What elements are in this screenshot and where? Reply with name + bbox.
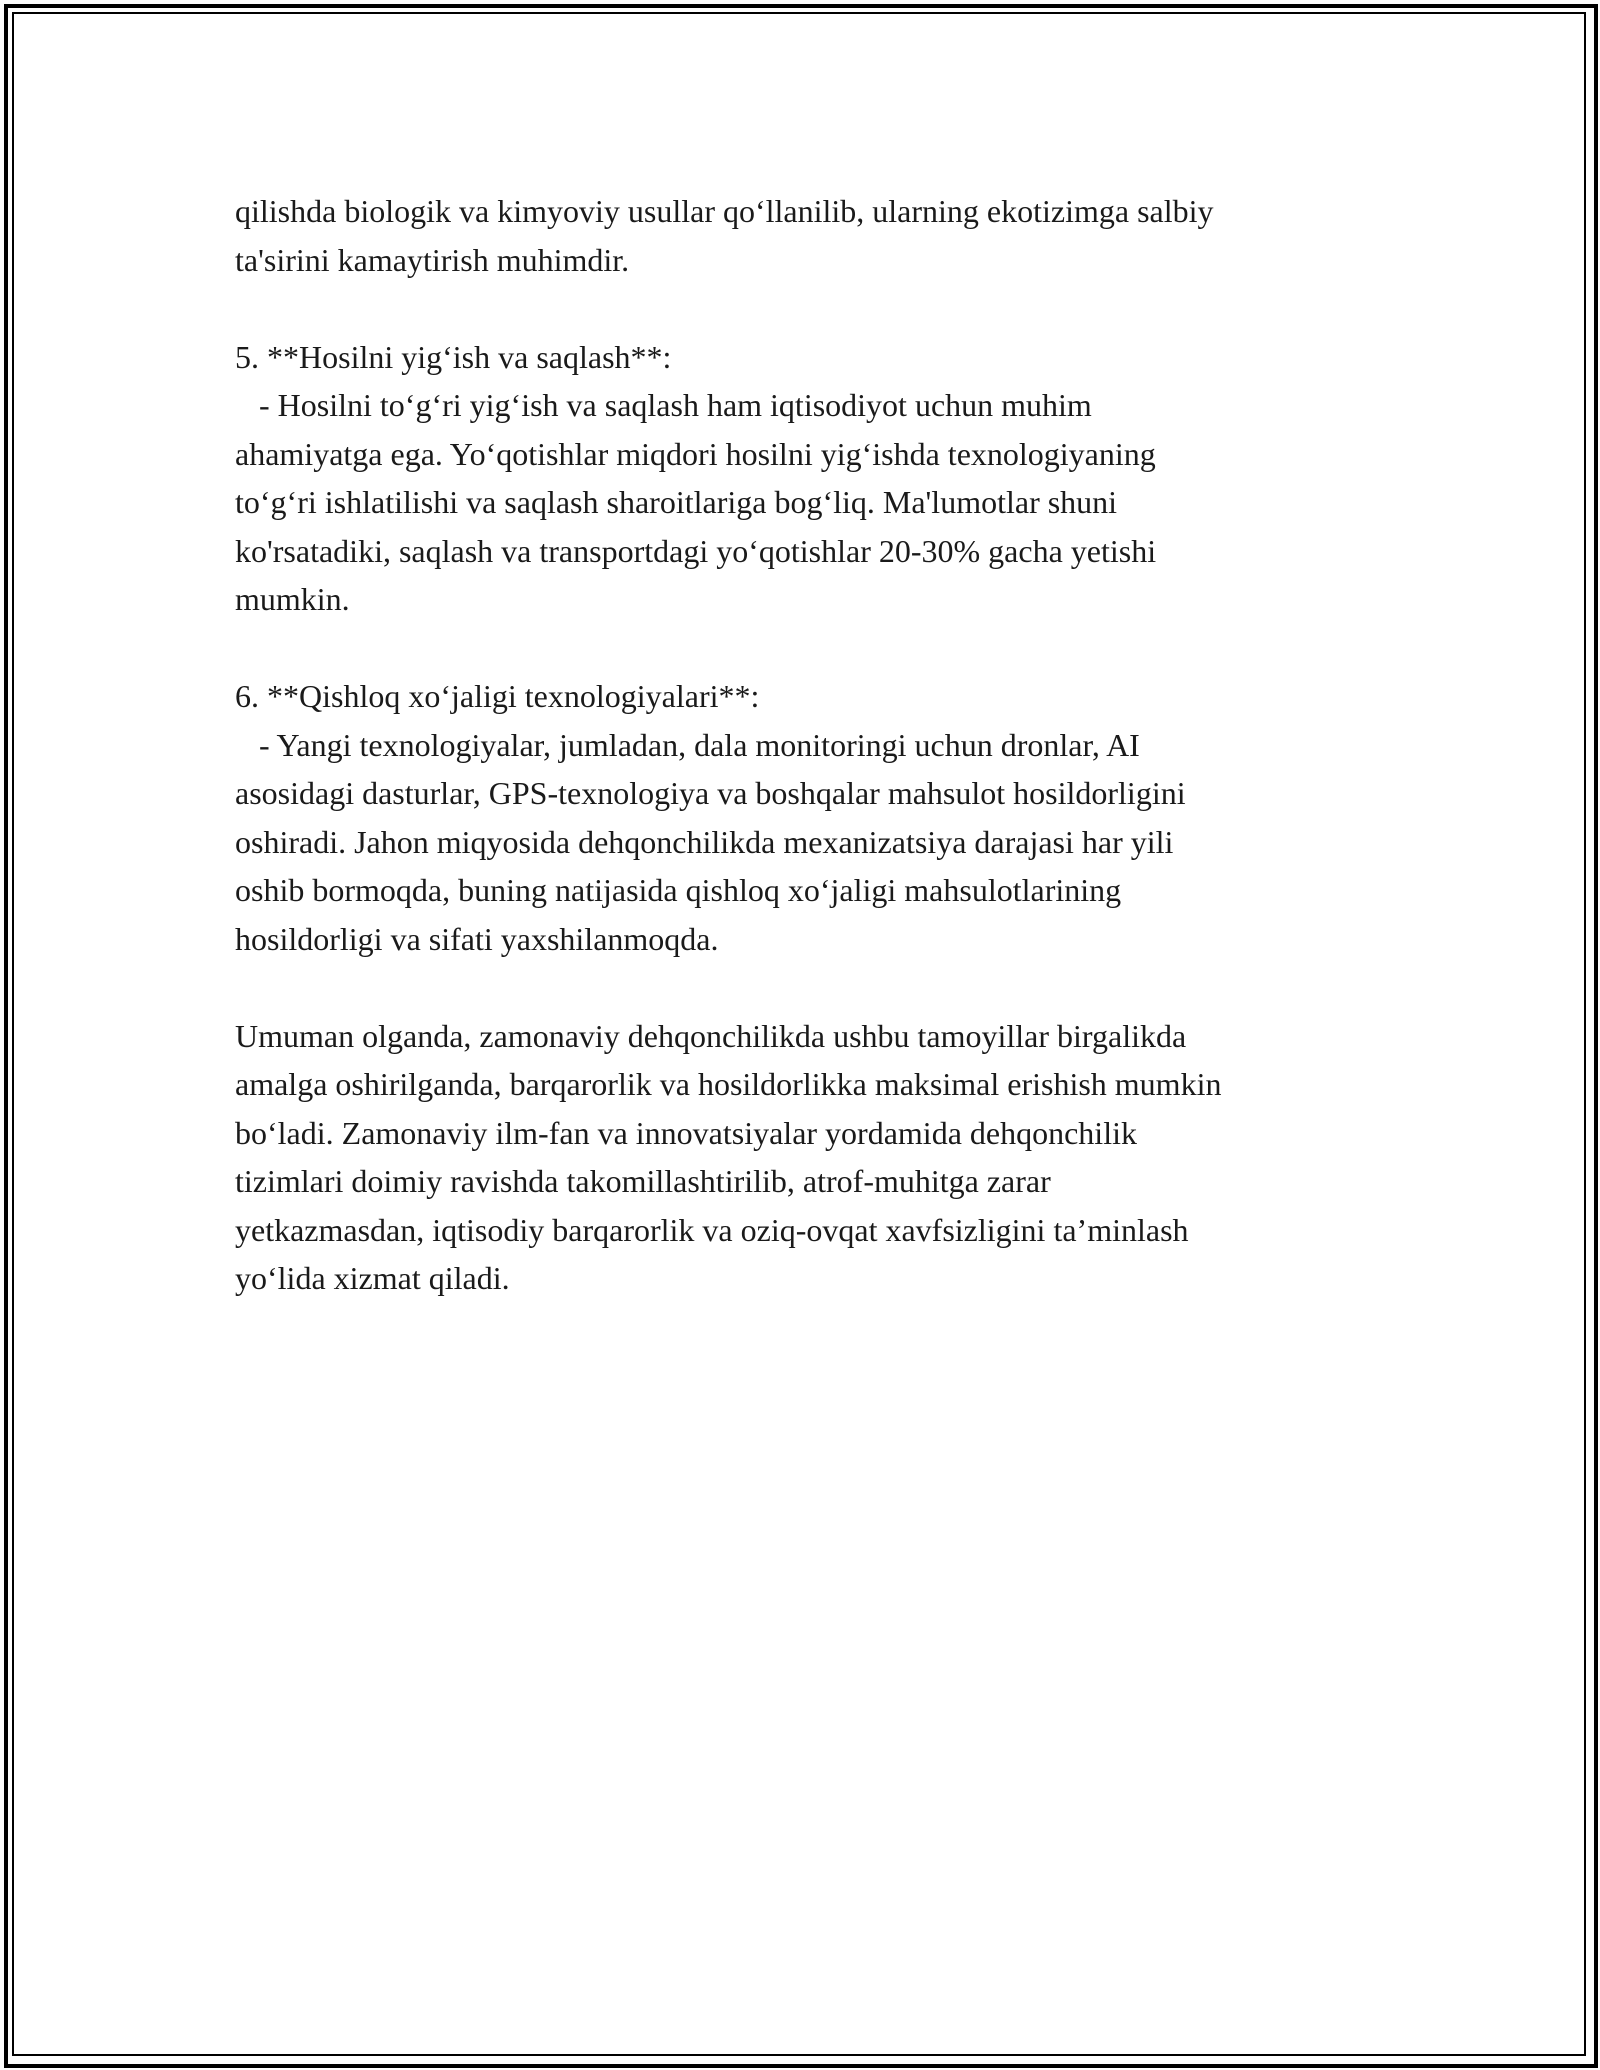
text-line: ta'sirini kamaytirish muhimdir. xyxy=(235,241,630,278)
text-line: oshiradi. Jahon miqyosida dehqonchilikda mexanizatsiya darajasi har yili xyxy=(235,823,1174,860)
text-line: - Hosilni to‘g‘ri yig‘ish va saqlash ham iqtisodiyot uchun muhim xyxy=(235,387,1092,423)
blank-line xyxy=(235,284,1385,333)
text-line: mumkin. xyxy=(235,581,350,617)
blank-line xyxy=(235,963,1385,1012)
text-line: yo‘lida xizmat qiladi. xyxy=(235,1260,510,1296)
text-line: ahamiyatga ega. Yo‘qotishlar miqdori hosilni yig‘ishda texnologiyaning xyxy=(235,435,1156,472)
text-line: yetkazmasdan, iqtisodiy barqarorlik va oziq-ovqat xavfsizligini ta’minlash xyxy=(235,1211,1189,1248)
text-line: to‘g‘ri ishlatilishi va saqlash sharoitlariga bog‘liq. Ma'lumotlar shuni xyxy=(235,484,1118,520)
blank-line xyxy=(235,624,1385,673)
text-line: oshib bormoqda, buning natijasida qishloq xo‘jaligi mahsulotlarining xyxy=(235,872,1122,908)
document-body xyxy=(235,187,1385,1303)
section-heading: 5. **Hosilni yig‘ish va saqlash**: xyxy=(235,338,672,375)
text-line: ko'rsatadiki, saqlash va transportdagi yo‘qotishlar 20-30% gacha yetishi xyxy=(235,532,1157,569)
text-line: Umuman olganda, zamonaviy dehqonchilikda ushbu tamoyillar birgalikda xyxy=(235,1017,1187,1054)
text-line: tizimlari doimiy ravishda takomillashtirilib, atrof-muhitga zarar xyxy=(235,1163,1051,1199)
text-line: qilishda biologik va kimyoviy usullar qo‘llanilib, ularning ekotizimga salbiy xyxy=(235,193,1214,229)
text-line: asosidagi dasturlar, GPS-texnologiya va boshqalar mahsulot hosildorligini xyxy=(235,775,1186,811)
text-line: bo‘ladi. Zamonaviy ilm-fan va innovatsiyalar yordamida dehqonchilik xyxy=(235,1114,1137,1151)
text-line: hosildorligi va sifati yaxshilanmoqda. xyxy=(235,920,719,957)
section-heading: 6. **Qishloq xo‘jaligi texnologiyalari**: xyxy=(235,678,760,714)
text-line: amalga oshirilganda, barqarorlik va hosildorlikka maksimal erishish mumkin xyxy=(235,1066,1222,1102)
text-line: - Yangi texnologiyalar, jumladan, dala monitoringi uchun dronlar, AI xyxy=(235,726,1140,763)
